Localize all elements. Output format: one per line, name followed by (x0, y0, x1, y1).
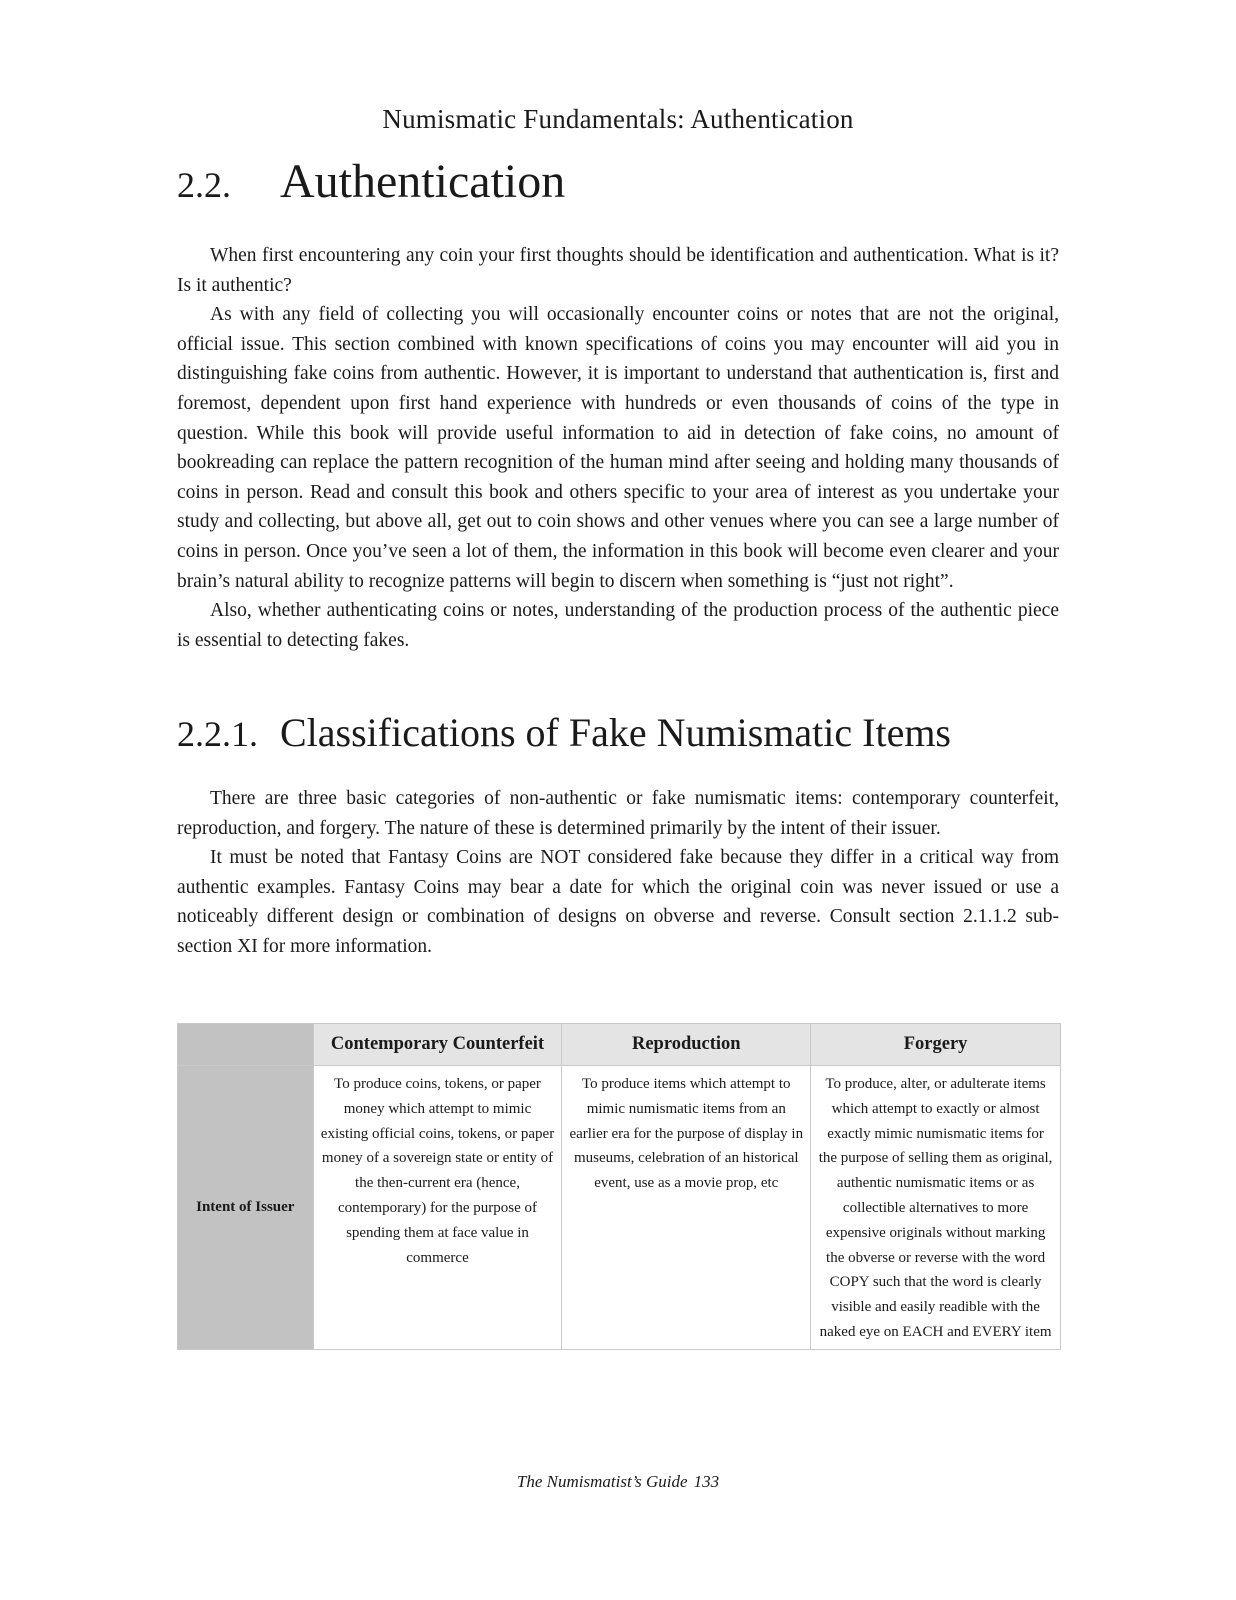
page-footer (0, 1472, 1236, 1492)
section-title: Authentication (280, 155, 566, 208)
subsection-body (177, 784, 1059, 962)
column-header: Contemporary Counterfeit (313, 1024, 562, 1066)
subsection-heading (177, 708, 1059, 759)
paragraph: Also, whether authenticating coins or notes, understanding of the production process of the authentic piece is essential to detecting fakes. (177, 600, 1059, 651)
paragraph: It must be noted that Fantasy Coins are NOT considered fake because they differ in a critical way from authentic examples. Fantasy Coins may bear a date for which the original coin was never issued or use a noticeably different design or combination of designs on obverse and reverse. Consult section 2.1.1.2 sub-section XI for more information. (177, 847, 1059, 957)
table-corner-cell (178, 1024, 314, 1066)
section-heading (177, 152, 1059, 215)
paragraph: There are three basic categories of non-authentic or fake numismatic items: contemporary counterfeit, reproduction, and forgery. The nature of these is determined primarily by the intent of their issuer. (177, 788, 1059, 839)
table-cell: To produce, alter, or adulterate items which attempt to exactly or almost exactly mimic numismatic items for the purpose of selling them as original, authentic numismatic items or as collectible alternatives to more expensive originals without marking the obverse or reverse with the word COPY such that the word is clearly visible and easily readible with the naked eye on EACH and EVERY item (811, 1066, 1061, 1350)
column-header: Reproduction (562, 1024, 811, 1066)
paragraph: When first encountering any coin your first thoughts should be identification and authentication. What is it? Is it authentic? (177, 245, 1059, 296)
running-head: Numismatic Fundamentals: Authentication (382, 104, 854, 134)
footer-book-title: The Numismatist’s Guide (516, 1472, 688, 1491)
section-number: 2.2. (177, 165, 231, 205)
row-header: Intent of Issuer (178, 1066, 314, 1350)
table-cell: To produce coins, tokens, or paper money which attempt to mimic existing official coins, tokens, or paper money of a sovereign state or entity of the then-current era (hence, contemporary) for the purpose of spending them at face value in commerce (313, 1066, 562, 1350)
subsection-number: 2.2.1. (177, 714, 258, 754)
table-header-row (178, 1024, 1061, 1066)
subsection-title: Classifications of Fake Numismatic Items (280, 710, 951, 755)
table-cell: To produce items which attempt to mimic numismatic items from an earlier era for the purpose of display in museums, celebration of an historical event, use as a movie prop, etc (562, 1066, 811, 1350)
column-header: Forgery (811, 1024, 1061, 1066)
page-number: 133 (693, 1472, 720, 1491)
table-row (178, 1066, 1061, 1350)
section-body (177, 241, 1059, 655)
classification-table (177, 1023, 1061, 1350)
paragraph: As with any field of collecting you will occasionally encounter coins or notes that are not the original, official issue. This section combined with known specifications of coins you may encounter will aid you in distinguishing fake coins from authentic. However, it is important to understand that authentication is, first and foremost, dependent upon first hand experience with hundreds or even thousands of coins of the type in question. While this book will provide useful information to aid in detection of fake coins, no amount of bookreading can replace the pattern recognition of the human mind after seeing and holding many thousands of coins in person. Read and consult this book and others specific to your area of interest as you undertake your study and collecting, but above all, get out to coin shows and other venues where you can see a large number of coins in person. Once you’ve seen a lot of them, the information in this book will become even clearer and your brain’s natural ability to recognize patterns will begin to discern when something is “just not right”. (177, 304, 1059, 592)
